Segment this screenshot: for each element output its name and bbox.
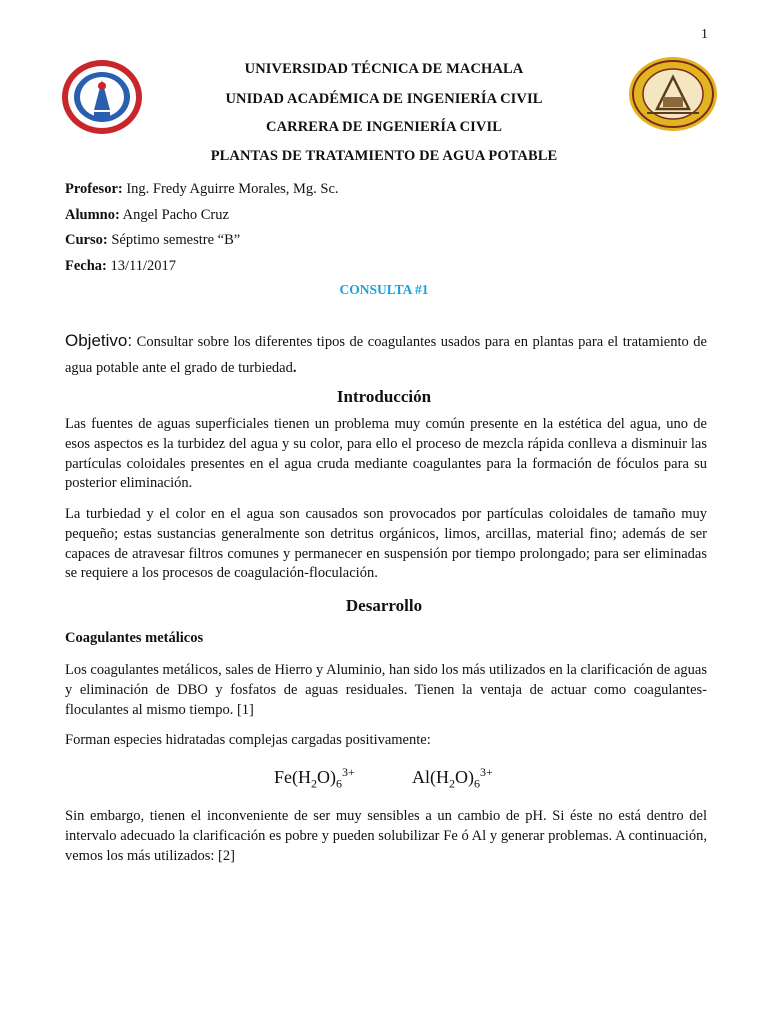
iron-formula: $Fe(H_2O)_6^{3+}$ xyxy=(274,765,355,791)
subject-title: PLANTAS DE TRATAMIENTO DE AGUA POTABLE xyxy=(210,148,558,164)
metallic-coagulants-subhead: Coagulantes metálicos xyxy=(65,630,204,646)
objective-end: . xyxy=(292,360,297,376)
date-label: Fecha: xyxy=(65,258,107,274)
university-name: UNIVERSIDAD TÉCNICA DE MACHALA xyxy=(244,61,524,77)
career-name: CARRERA DE INGENIERÍA CIVIL xyxy=(266,119,502,135)
student-line xyxy=(65,207,229,224)
professor-line xyxy=(65,181,339,198)
development-paragraph-2: Forman especies hidratadas complejas cargadas positivamente: xyxy=(65,732,431,748)
course-label: Curso: xyxy=(65,232,108,248)
development-title: Desarrollo xyxy=(345,596,423,615)
introduction-title: Introducción xyxy=(336,387,432,406)
academic-unit: UNIDAD ACADÉMICA DE INGENIERÍA CIVIL xyxy=(225,91,543,107)
consulta-heading: CONSULTA #1 xyxy=(339,282,429,297)
intro-paragraph-1: Las fuentes de aguas superficiales tienen un problema muy común presente en la estética del agua, uno de esos aspectos es la turbidez del agua y su color, para ello el proceso de mezcla rápida conlleva a disminuir las partículas coloidales presentes en el agua cruda mediante coagulantes para la formación de fóculos para su posterior eliminación. xyxy=(65,416,707,492)
professor-value: Ing. Fredy Aguirre Morales, Mg. Sc. xyxy=(126,181,339,197)
development-paragraph-1: Los coagulantes metálicos, sales de Hierro y Aluminio, han sido los más utilizados en la clarificación de aguas y eliminación de DBO y fosfatos de aguas residuales. Tienen la ventaja de actuar como coagulantes-floculantes al mismo tiempo. [1] xyxy=(65,662,707,718)
development-paragraph-3: Sin embargo, tienen el inconveniente de ser muy sensibles a un cambio de pH. Si éste no está dentro del intervalo adecuado la clarificación es pobre y pueden solubilizar Fe ó Al y generar problemas. A continuación, vemos los más utilizados: [2] xyxy=(65,808,707,864)
professor-label: Profesor: xyxy=(65,181,123,197)
page-number: 1 xyxy=(701,27,708,42)
course-line xyxy=(65,232,240,249)
date-line xyxy=(65,258,176,275)
student-value: Angel Pacho Cruz xyxy=(122,207,229,223)
student-label: Alumno: xyxy=(65,207,120,223)
date-value: 13/11/2017 xyxy=(110,258,177,274)
objective-label: Objetivo: xyxy=(65,331,133,350)
course-value: Séptimo semestre “B” xyxy=(111,232,241,248)
objective-text: Consultar sobre los diferentes tipos de coagulantes usados para en plantas para el tratamiento de agua potable ante el grado de turbiedad xyxy=(65,334,707,376)
objective-paragraph xyxy=(65,328,707,381)
intro-paragraph-2: La turbiedad y el color en el agua son causados son provocados por partículas coloidales de tamaño muy pequeño; estas sustancias generalmente son detritus orgánicos, limos, arcillas, material fino; además de ser capaces de atravesar filtros comunes y permanecer en suspensión por tiempo prolongado; para ser eliminadas se requiere a los procesos de coagulación-floculación. xyxy=(65,506,707,582)
aluminium-formula: $Al(H_2O)_6^{3+}$ xyxy=(412,765,493,791)
